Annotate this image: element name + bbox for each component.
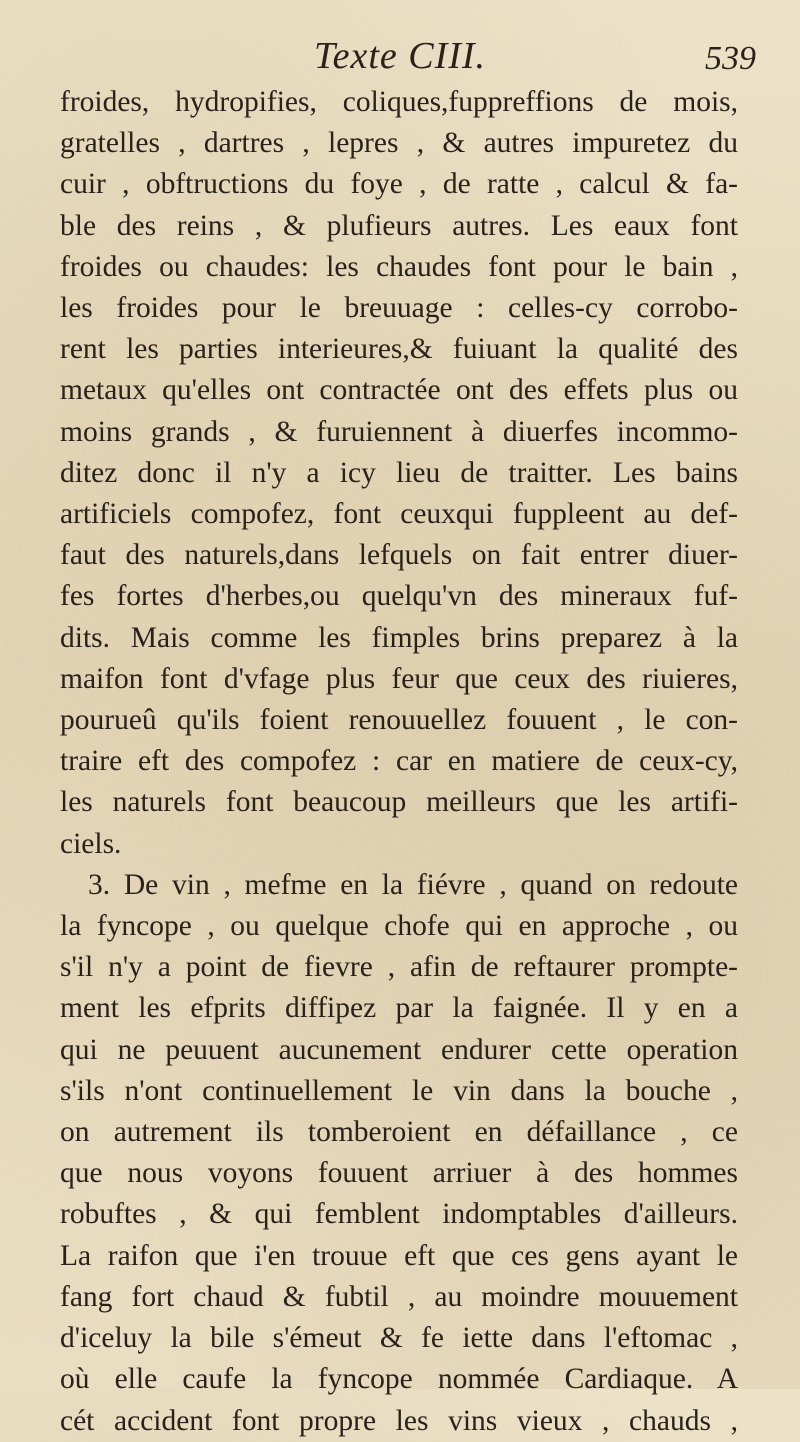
text-line: que nous voyons fouuent arriuer à des hommes	[60, 1157, 738, 1190]
text-line: s'ils n'ont continuellement le vin dans la bouche ,	[60, 1074, 738, 1107]
paragraph-waters	[60, 82, 738, 865]
text-line: maifon font d'vfage plus feur que ceux des riuieres,	[60, 662, 738, 695]
running-head: Texte CIII.	[313, 35, 487, 77]
paragraph-wine	[60, 865, 738, 1442]
text-line: on autrement ils tomberoient en défaillance , ce	[60, 1116, 738, 1149]
text-line: traire eft des compofez : car en matiere de ceux-cy,	[60, 745, 738, 778]
text-line: ditez donc il n'y a icy lieu de traitter. Les bains	[60, 456, 738, 489]
text-line: dits. Mais comme les fimples brins preparez à la	[60, 621, 738, 654]
text-line: La raifon que i'en trouue eft que ces gens ayant le	[60, 1239, 738, 1272]
text-line: cuir , obftructions du foye , de ratte , calcul & fa-	[60, 168, 738, 201]
text-line: qui ne peuuent aucunement endurer cette operation	[60, 1033, 738, 1066]
text-line: pourueû qu'ils foient renouuellez fouuent , le con-	[60, 704, 738, 737]
text-line: ment les efprits diffipez par la faignée. Il y en a	[60, 992, 738, 1025]
page-header	[0, 28, 800, 88]
text-line: ble des reins , & plufieurs autres. Les eaux font	[60, 209, 738, 242]
text-line: robuftes , & qui femblent indomptables d'ailleurs.	[60, 1198, 738, 1231]
text-line: metaux qu'elles ont contractée ont des effets plus ou	[60, 374, 738, 407]
text-line: cét accident font propre les vins vieux , chauds ,	[60, 1404, 738, 1437]
text-line: gratelles , dartres , lepres , & autres impuretez du	[60, 127, 738, 160]
text-line: d'iceluy la bile s'émeut & fe iette dans l'eftomac ,	[60, 1322, 738, 1355]
text-line: où elle caufe la fyncope nommée Cardiaque. A	[60, 1363, 738, 1396]
page-number: 539	[705, 40, 756, 77]
text-line: fes fortes d'herbes,ou quelqu'vn des mineraux fuf-	[60, 580, 738, 613]
text-line: les naturels font beaucoup meilleurs que les artifi-	[60, 786, 738, 819]
text-line: les froides pour le breuuage : celles-cy corrobo-	[60, 292, 738, 325]
body-text	[60, 82, 738, 1442]
text-line: 3. De vin , mefme en la fiévre , quand on redoute	[88, 868, 738, 901]
text-line: la fyncope , ou quelque chofe qui en approche , ou	[60, 910, 738, 943]
text-line: fang fort chaud & fubtil , au moindre mouuement	[60, 1280, 738, 1313]
text-line: moins grands , & furuiennent à diuerfes incommo-	[60, 415, 738, 448]
text-line: froides ou chaudes: les chaudes font pour le bain ,	[60, 250, 738, 283]
text-line: froides, hydropifies, coliques,fuppreffions de mois,	[60, 86, 738, 118]
text-line: rent les parties interieures,& fuiuant la qualité des	[60, 333, 738, 366]
text-line: artificiels compofez, font ceuxqui fuppleent au def-	[60, 498, 738, 531]
text-line: ciels.	[60, 827, 122, 860]
text-line: s'il n'y a point de fievre , afin de reftaurer prompte-	[60, 951, 738, 984]
text-line: faut des naturels,dans lefquels on fait entrer diuer-	[60, 539, 738, 572]
